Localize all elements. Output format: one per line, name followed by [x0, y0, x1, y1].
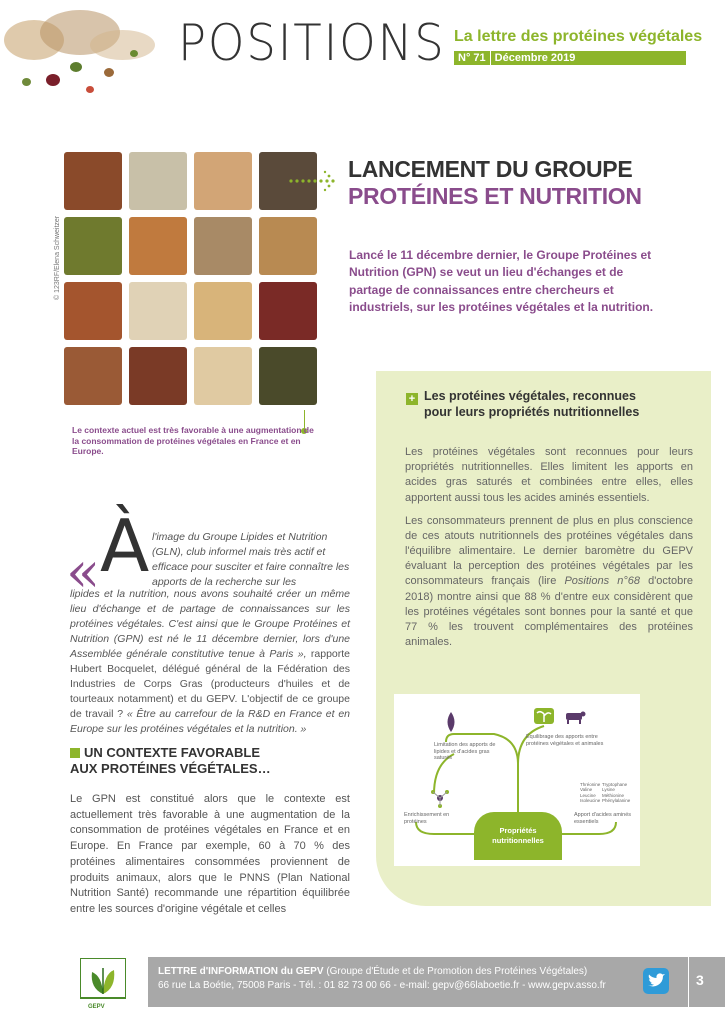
quote-body-plain: rapporte Hubert Bocquelet, délégué général de la Fédération des Industries de Corps Gras (producteurs d'huiles et de tourteaux notamment) et du GEPV. L'objectif de ce groupe de travail ?: [70, 648, 350, 720]
issue-bar: [454, 51, 686, 65]
section-body: Le GPN est constitué alors que le contexte est actuellement très favorable à une augmentation de la consommation de protéines végétales en France et en Europe. En France par exemple, 60 à 70 % des protéines alimentaires consommées proviennent de produits animaux, alors que le PNNS (Plan National Nutrition Santé) recommande une répartition équilibrée entre les sources d'origine végétale et celles: [70, 793, 350, 916]
issue-number: N° 71: [458, 52, 486, 64]
infographic: [394, 694, 640, 866]
info-center: Propriétés nutritionnelles: [474, 812, 562, 860]
info-amino-col2: Tryptophane Lysine Méthionine Phénylalanine: [602, 782, 631, 804]
footer-page-block: [688, 957, 725, 1007]
drop-icon: [444, 712, 458, 732]
issue-date: Décembre 2019: [494, 52, 576, 64]
article-lede: Lancé le 11 décembre dernier, le Groupe Protéines et Nutrition (GPN) se veut un lieu d'échanges et de partage de connaissances entre chercheurs et industriels, sur les protéines végétales et la nutrition.: [349, 248, 654, 315]
section-title-line1: UN CONTEXTE FAVORABLE: [84, 745, 260, 760]
brand-positions: POSITIONS: [178, 14, 446, 72]
seeds-photo: [64, 152, 320, 410]
molecule-icon: [430, 788, 450, 808]
section-title: [70, 745, 354, 778]
sidebar-para2-b: d'octobre 2018) montre ainsi que 88 % d'entre eux considèrent que les protéines végétales sont bonnes pour la santé et que 77 % les trouvent complémentaires des protéines animales.: [405, 575, 693, 649]
sidebar-title: Les protéines végétales, reconnues pour leurs propriétés nutritionnelles: [424, 389, 640, 419]
section-bullet: [70, 748, 80, 758]
footer-line1-bold: LETTRE d'INFORMATION du GEPV: [158, 966, 324, 977]
quote-intro: l'image du Groupe Lipides et Nutrition (GLN), club informel mais très actif et efficace pour susciter et faire connaître les apports de la recherche sur les: [152, 531, 350, 588]
photo-credit: © 123RF/Elena Schweitzer: [54, 215, 61, 300]
brand-subtitle: La lettre des protéines végétales: [454, 28, 703, 45]
article-title-line1: LANCEMENT DU GROUPE: [348, 156, 633, 182]
info-label-acides: Apport d'acides aminés essentiels: [574, 812, 631, 825]
sidebar-para2-a: Les consommateurs prennent de plus en plus conscience de ces atouts nutritionnels des protéines végétales dans l'équilibre alimentaire. Le dernier baromètre du GEPV évaluant la perception des protéines végétales par les consommateurs français (lire: [405, 514, 693, 588]
footer-line2: 66 rue La Boétie, 75008 Paris - Tél. : 01 82 73 00 66 - e-mail: gepv@66laboetie.fr - www.gepv.asso.fr: [158, 980, 606, 991]
info-amino-col1: Thréonine Valine Leucine Isoleucine: [580, 782, 601, 804]
cow-icon: [564, 710, 586, 724]
page-number: 3: [696, 972, 704, 988]
quote-body-italic: lipides et la nutrition, nous avons souhaité créer un même lieu d'échange et de partage de connaissances sur les protéines végétales. C'est ainsi que le Groupe Protéines et Nutrition (GPN) est né le 11 décembre dernier, lors d'une Assemblée générale constitutive tenue à Paris »,: [70, 588, 350, 660]
quote-dropcap: À: [100, 504, 150, 588]
gepv-logo: [80, 958, 126, 1004]
article-title-line2: PROTÉINES ET NUTRITION: [348, 183, 642, 209]
twitter-icon[interactable]: [643, 968, 669, 994]
twitter-bird-icon: [643, 968, 669, 994]
quote-mark: «: [66, 540, 101, 605]
header-beans-photo: [0, 0, 160, 100]
footer-line1-rest: (Groupe d'Étude et de Promotion des Protéines Végétales): [326, 966, 588, 977]
section-title-line2: AUX PROTÉINES VÉGÉTALES…: [70, 761, 271, 777]
sprout-icon: [534, 708, 554, 724]
sidebar-para1: Les protéines végétales sont reconnues pour leurs propriétés nutritionnelles. Elles limitent les apports en acides gras saturés et combinées entre elles, elles apportent aussi tous les acides aminés essentiels.: [405, 446, 693, 504]
gepv-logo-label: GEPV: [88, 1004, 105, 1010]
footer-line1: [158, 965, 658, 978]
info-label-equilibrage: Équilibrage des apports entre protéines végétales et animales: [526, 734, 604, 747]
info-label-lipides: Limitation des apports de lipides et d'acides gras saturés: [434, 742, 496, 762]
photo-caption: Le contexte actuel est très favorable à une augmentation de la consommation de protéines végétales en France et en Europe.: [72, 425, 314, 457]
sidebar-para2: [405, 514, 693, 651]
info-label-enrichissement: Enrichissement en protéines: [404, 812, 450, 825]
plus-icon: +: [406, 393, 418, 405]
sidebar-text: [405, 445, 693, 658]
quote-body: [70, 587, 350, 737]
quote-body-end: « Être au carrefour de la R&D en France et en Europe sur les protéines végétales et la nutrition. »: [70, 708, 350, 735]
dotted-arrow-icon: [288, 169, 342, 193]
sidebar-para2-italic: Positions n°68: [564, 575, 640, 588]
